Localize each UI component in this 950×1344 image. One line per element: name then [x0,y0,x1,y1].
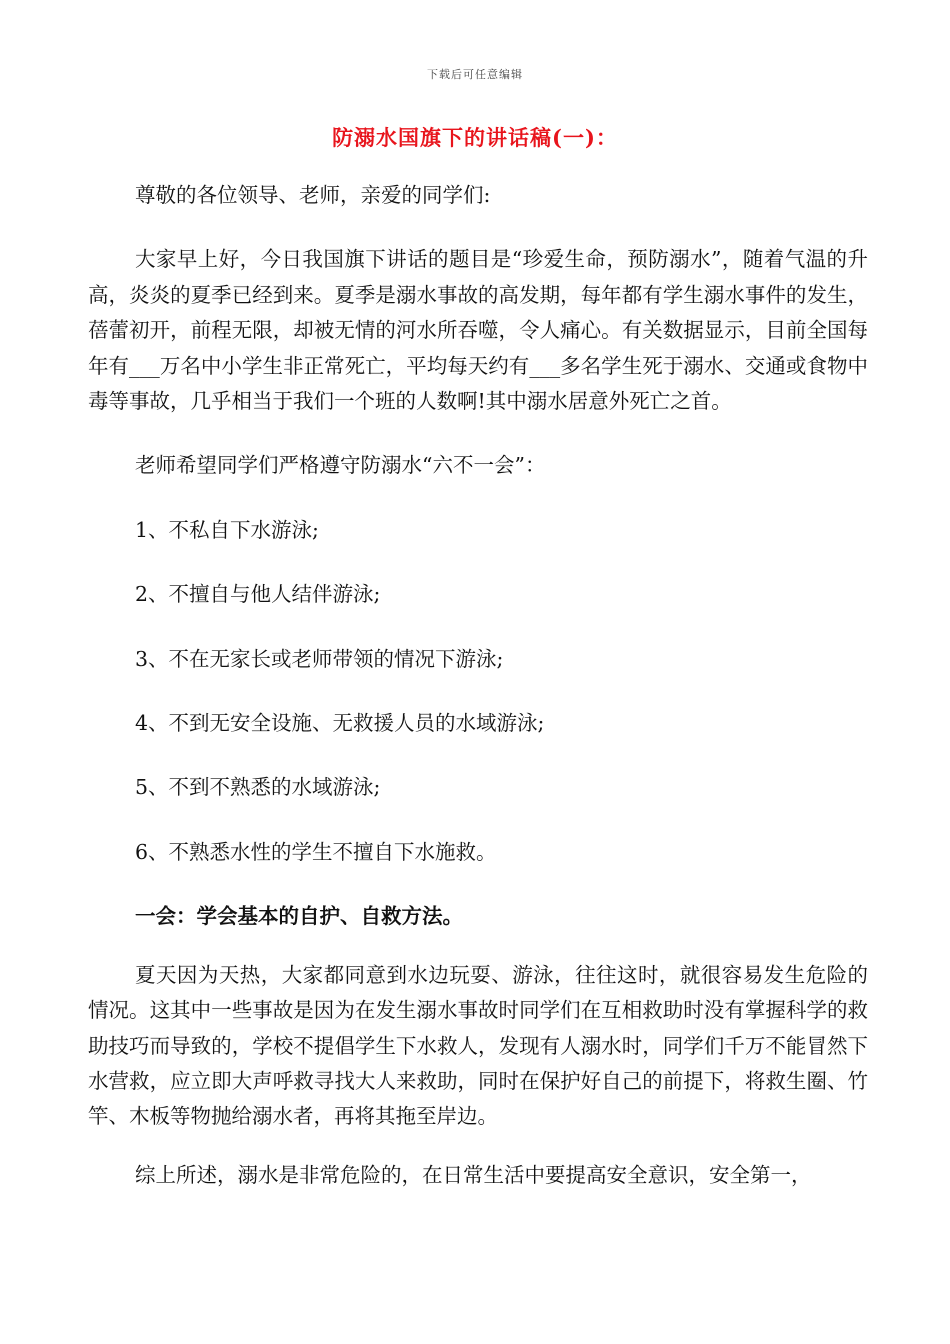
rule-item-4: 4、不到无安全设施、无救援人员的水域游泳; [135,711,545,736]
rule-item-2: 2、不擅自与他人结伴游泳; [135,582,381,607]
salutation-paragraph: 尊敬的各位领导、老师，亲爱的同学们: [135,183,491,207]
document-title: 防溺水国旗下的讲话稿(一)： [332,125,618,150]
header-note: 下载后可任意编辑 [427,68,523,81]
rule-item-5: 5、不到不熟悉的水域游泳; [135,775,381,800]
summer-safety-paragraph: 夏天因为天热，大家都同意到水边玩耍、游泳，往往这时，就很容易发生危险的情况。这其中一些事故是因为在发生溺水事故时同学们在互相救助时没有掌握科学的救助技巧而导致的，学校不提倡学生下水救人，发现有人溺水时，同学们千万不能冒然下水营救，应立即大声呼救寻找大人来救助，同时在保护好自己的前提下，将救生圈、竹竿、木板等物抛给溺水者，再将其拖至岸边。 [88,962,868,1129]
rule-item-3: 3、不在无家长或老师带领的情况下游泳; [135,646,504,671]
rules-intro-paragraph: 老师希望同学们严格遵守防溺水“六不一会”： [135,453,546,478]
opening-paragraph: 大家早上好，今日我国旗下讲话的题目是“珍爱生命，预防溺水”，随着气温的升高，炎炎的夏季已经到来。夏季是溺水事故的高发期，每年都有学生溺水事件的发生，蓓蕾初开，前程无限，却被无情的河水所吞噬，令人痛心。有关数据显示，目前全国每年有___万名中小学生非正常死亡，平均每天约有___多名学生死于溺水、交通或食物中毒等事故，几乎相当于我们一个班的人数啊!其中溺水居意外死亡之首。 [88,247,868,414]
conclusion-paragraph: 综上所述，溺水是非常危险的，在日常生活中要提高安全意识，安全第一， [135,1162,812,1187]
document-body [88,178,868,1193]
rule-item-6: 6、不熟悉水性的学生不擅自下水施救。 [135,839,497,864]
one-skill-heading: 一会：学会基本的自护、自救方法。 [135,904,463,929]
rule-item-1: 1、不私自下水游泳; [135,517,319,542]
